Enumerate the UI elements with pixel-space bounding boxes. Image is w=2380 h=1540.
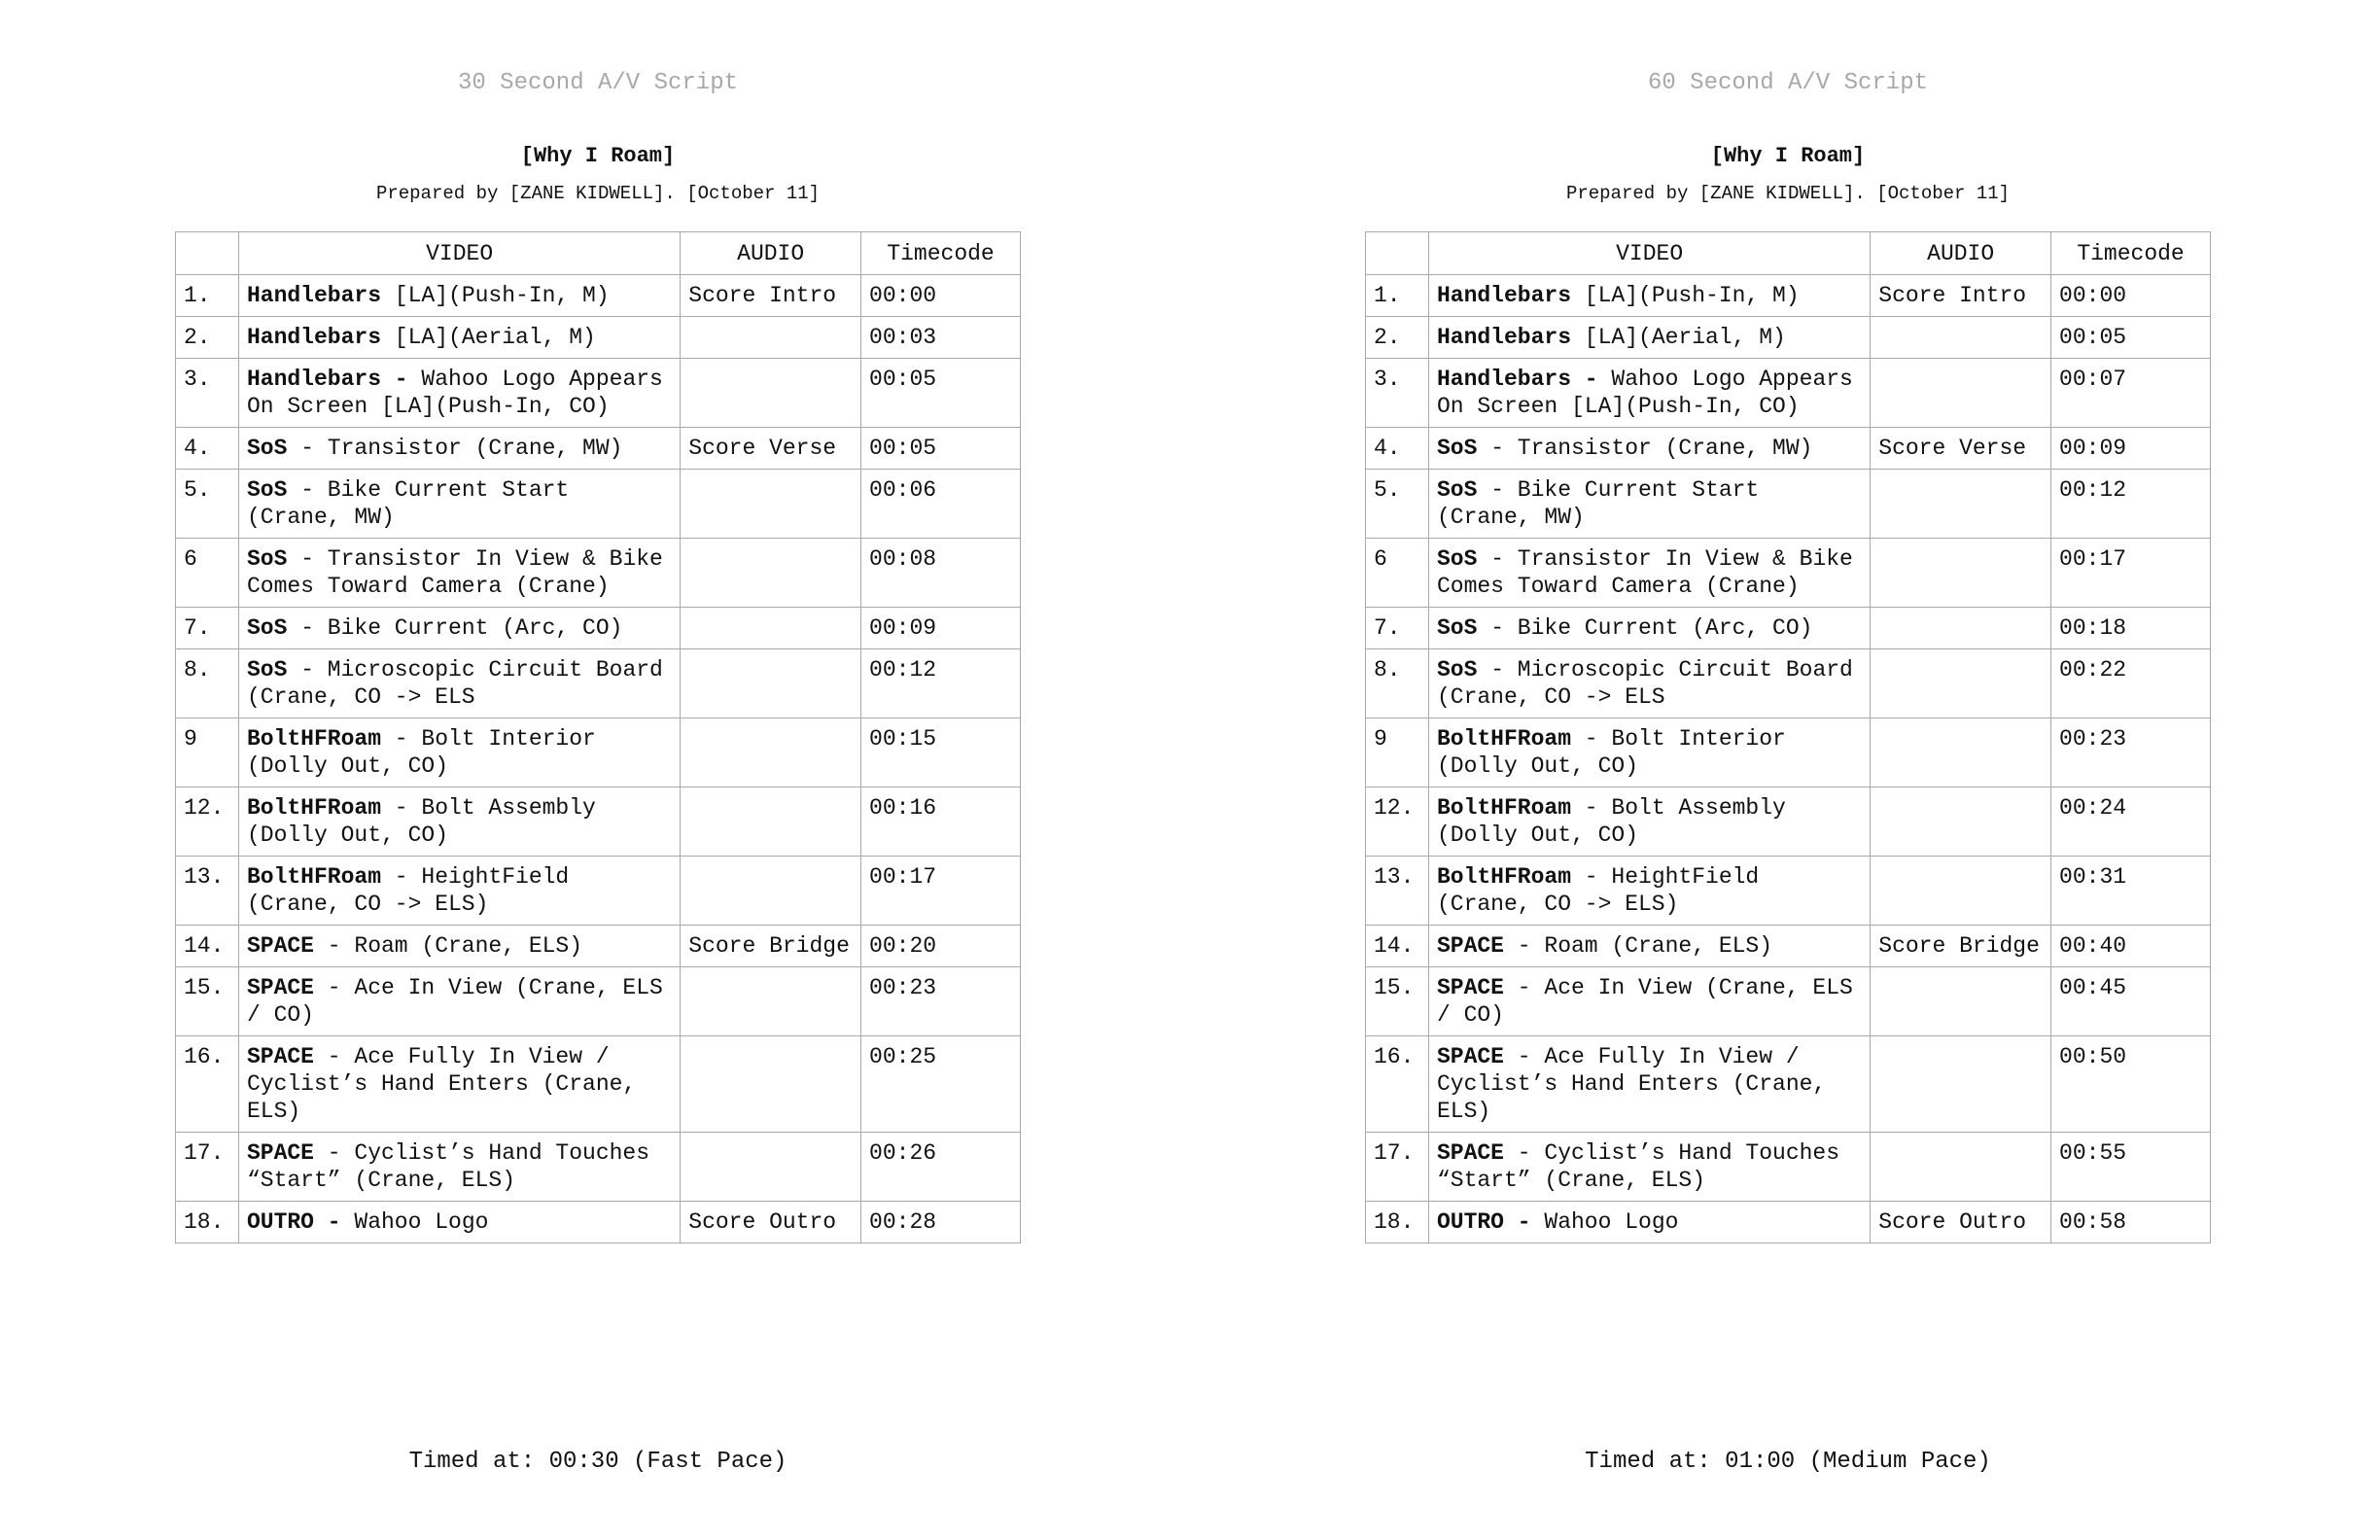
shot-description: - Bike Current (Arc, CO)	[287, 615, 623, 641]
audio-cell	[1871, 470, 2051, 539]
shot-number: 7.	[176, 608, 239, 649]
timecode-column-header: Timecode	[2051, 232, 2211, 275]
timecode-cell: 00:20	[861, 926, 1021, 967]
table-row	[176, 428, 1021, 470]
shot-scene: SoS	[246, 436, 288, 461]
shot-scene: BoltHFRoam	[1436, 864, 1571, 890]
table-row	[1366, 359, 2211, 428]
shot-description: Wahoo Logo Appears On Screen [LA](Push-In, CO)	[1436, 367, 1853, 419]
video-cell	[238, 1133, 680, 1202]
video-cell	[238, 608, 680, 649]
prepared-by: Prepared by [ZANE KIDWELL]. [October 11]	[1565, 183, 2011, 204]
audio-cell	[1871, 1133, 2051, 1202]
audio-cell	[681, 718, 861, 788]
shot-description: - Cyclist’s Hand Touches “Start” (Crane, ELS)	[1436, 1140, 1840, 1193]
shot-description: Wahoo Logo	[1530, 1209, 1679, 1235]
shot-number: 12.	[1366, 788, 1429, 857]
shot-scene: SoS	[246, 615, 288, 641]
shot-number: 17.	[176, 1133, 239, 1202]
prepared-by: Prepared by [ZANE KIDWELL]. [October 11]	[375, 183, 821, 204]
shot-description: - Bike Current Start (Crane, MW)	[246, 477, 570, 530]
shot-number: 5.	[1366, 470, 1429, 539]
shot-description: - Ace Fully In View / Cyclist’s Hand Enters (Crane, ELS)	[1436, 1044, 1827, 1124]
video-cell	[1428, 428, 1870, 470]
timecode-cell: 00:24	[2051, 788, 2211, 857]
av-script-table	[175, 231, 1021, 1243]
audio-cell: Score Outro	[1871, 1202, 2051, 1243]
video-cell	[1428, 539, 1870, 608]
video-cell	[1428, 317, 1870, 359]
shot-scene: Handlebars -	[246, 367, 408, 392]
shot-number: 3.	[176, 359, 239, 428]
video-cell	[1428, 926, 1870, 967]
timecode-cell: 00:12	[861, 649, 1021, 718]
shot-scene: SoS	[246, 657, 288, 682]
video-cell	[1428, 1202, 1870, 1243]
video-cell	[238, 317, 680, 359]
shot-scene: Handlebars	[246, 325, 381, 350]
shot-number: 15.	[1366, 967, 1429, 1036]
audio-cell	[681, 608, 861, 649]
timecode-cell: 00:09	[861, 608, 1021, 649]
shot-scene: BoltHFRoam	[246, 726, 381, 752]
audio-cell	[1871, 857, 2051, 926]
table-row	[1366, 718, 2211, 788]
table-row	[1366, 428, 2211, 470]
shot-scene: BoltHFRoam	[246, 864, 381, 890]
table-row	[1366, 608, 2211, 649]
shot-number: 17.	[1366, 1133, 1429, 1202]
shot-scene: BoltHFRoam	[1436, 795, 1571, 821]
shot-scene: SoS	[1436, 477, 1478, 503]
video-cell	[238, 359, 680, 428]
audio-cell	[681, 359, 861, 428]
table-row	[1366, 649, 2211, 718]
audio-cell: Score Outro	[681, 1202, 861, 1243]
shot-number: 9	[176, 718, 239, 788]
audio-cell	[681, 539, 861, 608]
table-row	[1366, 926, 2211, 967]
video-cell	[238, 718, 680, 788]
timecode-cell: 00:05	[861, 359, 1021, 428]
shot-number: 14.	[1366, 926, 1429, 967]
timecode-cell: 00:45	[2051, 967, 2211, 1036]
table-row	[176, 1133, 1021, 1202]
video-column-header: VIDEO	[238, 232, 680, 275]
shot-number: 13.	[176, 857, 239, 926]
timecode-cell: 00:12	[2051, 470, 2211, 539]
shot-description: [LA](Push-In, M)	[381, 283, 610, 308]
timecode-cell: 00:07	[2051, 359, 2211, 428]
timecode-cell: 00:05	[861, 428, 1021, 470]
shot-number: 8.	[176, 649, 239, 718]
audio-cell	[681, 1036, 861, 1133]
table-header-row	[1366, 232, 2211, 275]
timecode-cell: 00:16	[861, 788, 1021, 857]
shot-scene: SPACE	[1436, 1140, 1504, 1166]
av-script-table	[1365, 231, 2211, 1243]
shot-scene: OUTRO -	[1436, 1209, 1531, 1235]
table-row	[176, 539, 1021, 608]
shot-description: - Bolt Assembly (Dolly Out, CO)	[1436, 795, 1786, 848]
audio-cell	[1871, 539, 2051, 608]
shot-number: 9	[1366, 718, 1429, 788]
shot-number: 7.	[1366, 608, 1429, 649]
table-row	[1366, 788, 2211, 857]
table-row	[176, 967, 1021, 1036]
shot-scene: OUTRO -	[246, 1209, 341, 1235]
timecode-cell: 00:22	[2051, 649, 2211, 718]
video-cell	[238, 926, 680, 967]
timecode-cell: 00:50	[2051, 1036, 2211, 1133]
timecode-cell: 00:06	[861, 470, 1021, 539]
table-row	[1366, 1133, 2211, 1202]
video-cell	[1428, 470, 1870, 539]
table-row	[176, 470, 1021, 539]
table-row	[176, 788, 1021, 857]
video-column-header: VIDEO	[1428, 232, 1870, 275]
video-cell	[1428, 359, 1870, 428]
shot-scene: BoltHFRoam	[1436, 726, 1571, 752]
shot-description: - Bolt Assembly (Dolly Out, CO)	[246, 795, 596, 848]
table-row	[1366, 857, 2211, 926]
shot-description: - Transistor (Crane, MW)	[287, 436, 623, 461]
timecode-cell: 00:09	[2051, 428, 2211, 470]
video-cell	[238, 1202, 680, 1243]
num-column-header	[176, 232, 239, 275]
shot-scene: SPACE	[246, 1140, 314, 1166]
timecode-cell: 00:00	[861, 275, 1021, 317]
shot-scene: SoS	[1436, 436, 1478, 461]
audio-cell	[1871, 718, 2051, 788]
timecode-cell: 00:23	[861, 967, 1021, 1036]
audio-cell	[1871, 788, 2051, 857]
timecode-column-header: Timecode	[861, 232, 1021, 275]
audio-cell	[1871, 967, 2051, 1036]
shot-scene: SoS	[1436, 657, 1478, 682]
timecode-cell: 00:00	[2051, 275, 2211, 317]
shot-description: - Bike Current Start (Crane, MW)	[1436, 477, 1760, 530]
timecode-cell: 00:18	[2051, 608, 2211, 649]
table-row	[176, 608, 1021, 649]
video-cell	[238, 857, 680, 926]
shot-description: - Microscopic Circuit Board (Crane, CO -> ELS	[1436, 657, 1853, 710]
shot-number: 18.	[1366, 1202, 1429, 1243]
shot-description: - Cyclist’s Hand Touches “Start” (Crane, ELS)	[246, 1140, 650, 1193]
shot-description: [LA](Push-In, M)	[1571, 283, 1800, 308]
video-cell	[238, 275, 680, 317]
table-row	[176, 275, 1021, 317]
timed-at: Timed at: 00:30 (Fast Pace)	[408, 1449, 788, 1475]
audio-cell: Score Verse	[1871, 428, 2051, 470]
audio-cell	[1871, 359, 2051, 428]
audio-cell: Score Bridge	[1871, 926, 2051, 967]
audio-cell: Score Intro	[1871, 275, 2051, 317]
shot-scene: SPACE	[246, 975, 314, 1000]
audio-cell	[1871, 317, 2051, 359]
shot-scene: SPACE	[246, 1044, 314, 1069]
shot-scene: SoS	[246, 546, 288, 572]
audio-column-header: AUDIO	[1871, 232, 2051, 275]
audio-cell	[681, 1133, 861, 1202]
video-cell	[1428, 608, 1870, 649]
script-heading: [Why I Roam]	[520, 144, 676, 168]
audio-cell: Score Verse	[681, 428, 861, 470]
shot-description: - Microscopic Circuit Board (Crane, CO -> ELS	[246, 657, 663, 710]
audio-cell	[681, 788, 861, 857]
audio-cell: Score Bridge	[681, 926, 861, 967]
table-row	[176, 359, 1021, 428]
audio-cell	[681, 317, 861, 359]
audio-cell	[681, 649, 861, 718]
timecode-cell: 00:40	[2051, 926, 2211, 967]
table-row	[1366, 317, 2211, 359]
table-row	[1366, 470, 2211, 539]
table-row	[1366, 539, 2211, 608]
shot-description: - Bike Current (Arc, CO)	[1477, 615, 1813, 641]
script-page-60s	[1190, 0, 2380, 1540]
shot-scene: Handlebars	[1436, 325, 1571, 350]
audio-column-header: AUDIO	[681, 232, 861, 275]
shot-scene: SoS	[246, 477, 288, 503]
timed-at: Timed at: 01:00 (Medium Pace)	[1585, 1449, 1991, 1475]
table-row	[1366, 967, 2211, 1036]
table-row	[176, 1036, 1021, 1133]
video-cell	[238, 428, 680, 470]
timecode-cell: 00:05	[2051, 317, 2211, 359]
shot-scene: BoltHFRoam	[246, 795, 381, 821]
shot-number: 5.	[176, 470, 239, 539]
audio-cell	[681, 967, 861, 1036]
timecode-cell: 00:58	[2051, 1202, 2211, 1243]
shot-scene: SPACE	[246, 933, 314, 959]
document-title: 60 Second A/V Script	[1647, 70, 1929, 96]
timecode-cell: 00:28	[861, 1202, 1021, 1243]
shot-number: 2.	[176, 317, 239, 359]
shot-number: 15.	[176, 967, 239, 1036]
shot-scene: Handlebars -	[1436, 367, 1598, 392]
timecode-cell: 00:17	[2051, 539, 2211, 608]
shot-description: - Ace In View (Crane, ELS / CO)	[246, 975, 663, 1028]
timecode-cell: 00:26	[861, 1133, 1021, 1202]
audio-cell	[1871, 1036, 2051, 1133]
shot-number: 16.	[1366, 1036, 1429, 1133]
shot-description: - Bolt Interior (Dolly Out, CO)	[1436, 726, 1786, 779]
shot-description: - Transistor In View & Bike Comes Toward Camera (Crane)	[246, 546, 663, 599]
audio-cell	[1871, 608, 2051, 649]
shot-scene: Handlebars	[246, 283, 381, 308]
shot-description: - HeightField (Crane, CO -> ELS)	[246, 864, 570, 917]
audio-cell	[681, 470, 861, 539]
script-heading: [Why I Roam]	[1710, 144, 1866, 168]
video-cell	[1428, 788, 1870, 857]
script-rows	[1366, 275, 2211, 1243]
video-cell	[1428, 967, 1870, 1036]
shot-description: - Transistor (Crane, MW)	[1477, 436, 1813, 461]
video-cell	[1428, 857, 1870, 926]
table-row	[1366, 1202, 2211, 1243]
timecode-cell: 00:03	[861, 317, 1021, 359]
shot-description: - Ace Fully In View / Cyclist’s Hand Enters (Crane, ELS)	[246, 1044, 637, 1124]
shot-scene: SPACE	[1436, 933, 1504, 959]
video-cell	[238, 967, 680, 1036]
shot-number: 2.	[1366, 317, 1429, 359]
shot-description: - Roam (Crane, ELS)	[1503, 933, 1773, 959]
video-cell	[238, 539, 680, 608]
video-cell	[238, 649, 680, 718]
table-header-row	[176, 232, 1021, 275]
shot-description: Wahoo Logo	[340, 1209, 489, 1235]
table-row	[176, 1202, 1021, 1243]
shot-number: 6	[176, 539, 239, 608]
video-cell	[1428, 1036, 1870, 1133]
timecode-cell: 00:08	[861, 539, 1021, 608]
shot-number: 4.	[1366, 428, 1429, 470]
timecode-cell: 00:25	[861, 1036, 1021, 1133]
timecode-cell: 00:17	[861, 857, 1021, 926]
shot-description: - Transistor In View & Bike Comes Toward Camera (Crane)	[1436, 546, 1853, 599]
shot-number: 3.	[1366, 359, 1429, 428]
shot-number: 14.	[176, 926, 239, 967]
table-row	[176, 926, 1021, 967]
shot-number: 1.	[176, 275, 239, 317]
timecode-cell: 00:31	[2051, 857, 2211, 926]
shot-description: - Ace In View (Crane, ELS / CO)	[1436, 975, 1853, 1028]
num-column-header	[1366, 232, 1429, 275]
audio-cell	[681, 857, 861, 926]
shot-description: [LA](Aerial, M)	[1571, 325, 1786, 350]
video-cell	[1428, 718, 1870, 788]
document-title: 30 Second A/V Script	[457, 70, 739, 96]
shot-scene: Handlebars	[1436, 283, 1571, 308]
video-cell	[1428, 275, 1870, 317]
shot-description: - Roam (Crane, ELS)	[313, 933, 583, 959]
timecode-cell: 00:55	[2051, 1133, 2211, 1202]
shot-scene: SoS	[1436, 546, 1478, 572]
shot-number: 18.	[176, 1202, 239, 1243]
table-row	[1366, 1036, 2211, 1133]
table-row	[176, 317, 1021, 359]
shot-scene: SPACE	[1436, 975, 1504, 1000]
shot-number: 1.	[1366, 275, 1429, 317]
shot-number: 6	[1366, 539, 1429, 608]
table-row	[176, 649, 1021, 718]
video-cell	[238, 470, 680, 539]
shot-number: 16.	[176, 1036, 239, 1133]
table-row	[1366, 275, 2211, 317]
shot-scene: SoS	[1436, 615, 1478, 641]
timecode-cell: 00:15	[861, 718, 1021, 788]
shot-description: [LA](Aerial, M)	[381, 325, 596, 350]
timecode-cell: 00:23	[2051, 718, 2211, 788]
audio-cell	[1871, 649, 2051, 718]
shot-number: 13.	[1366, 857, 1429, 926]
shot-description: Wahoo Logo Appears On Screen [LA](Push-In, CO)	[246, 367, 663, 419]
shot-number: 4.	[176, 428, 239, 470]
video-cell	[1428, 1133, 1870, 1202]
shot-number: 8.	[1366, 649, 1429, 718]
shot-scene: SPACE	[1436, 1044, 1504, 1069]
video-cell	[238, 1036, 680, 1133]
shot-description: - Bolt Interior (Dolly Out, CO)	[246, 726, 596, 779]
shot-number: 12.	[176, 788, 239, 857]
audio-cell: Score Intro	[681, 275, 861, 317]
shot-description: - HeightField (Crane, CO -> ELS)	[1436, 864, 1760, 917]
script-rows	[176, 275, 1021, 1243]
table-row	[176, 857, 1021, 926]
video-cell	[1428, 649, 1870, 718]
table-row	[176, 718, 1021, 788]
video-cell	[238, 788, 680, 857]
